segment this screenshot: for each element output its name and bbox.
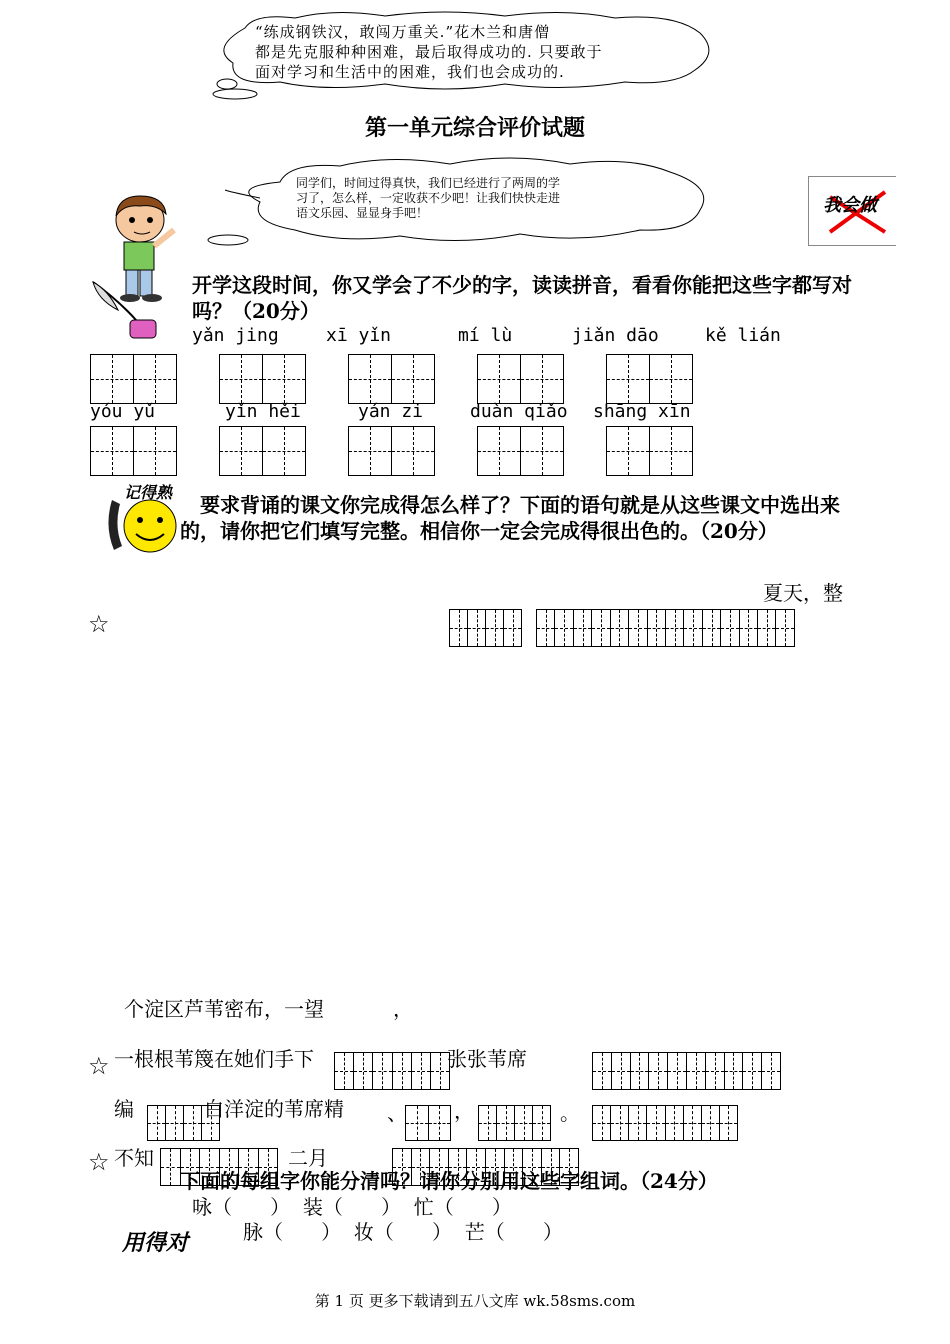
- pinyin-2-1: yóu yǔ: [90, 401, 156, 422]
- section2-prompt: 要求背诵的课文你完成得怎么样了？下面的语句就是从这些课文中选出来的，请你把它们填写完整。相信你一定会完成得很出色的。（20分）: [180, 493, 840, 543]
- badge-box: [808, 176, 896, 246]
- top-cloud-text: “练成钢铁汉，敢闯万重关.”花木兰和唐僧 都是先克服种种困难，最后取得成功的. 只要敢于 面对学习和生活中的困难，我们也会成功的.: [255, 23, 603, 81]
- answer-grid[interactable]: [392, 1148, 579, 1186]
- answer-grid[interactable]: [90, 354, 177, 404]
- pinyin-1-1: yǎn jing: [192, 325, 279, 346]
- section2-tag: 记得熟: [124, 483, 173, 502]
- pinyin-2-4: duàn qiǎo: [470, 401, 568, 422]
- answer-grid[interactable]: [334, 1052, 450, 1090]
- answer-grid[interactable]: [606, 426, 693, 476]
- answer-grid[interactable]: [219, 426, 306, 476]
- pinyin-1-4: jiǎn dāo: [572, 325, 659, 346]
- section3-tag: 用得对: [122, 1230, 189, 1256]
- answer-grid[interactable]: [90, 426, 177, 476]
- answer-grid[interactable]: [348, 426, 435, 476]
- page-title: 第一单元综合评价试题: [364, 115, 585, 141]
- line-e-2: 二月: [288, 1146, 328, 1170]
- answer-grid[interactable]: [405, 1105, 451, 1141]
- answer-grid[interactable]: [348, 354, 435, 404]
- section3-row1: 咏（ ） 装（ ） 忙（ ）: [192, 1195, 512, 1219]
- pinyin-1-3: mí lù: [458, 325, 513, 346]
- answer-grid[interactable]: [477, 354, 564, 404]
- line-b-comma: ，: [393, 997, 413, 1021]
- answer-grid[interactable]: [449, 609, 522, 647]
- line-c-2: 张张苇席: [447, 1047, 527, 1071]
- page-footer: 第 1 页 更多下载请到五八文库 wk.58sms.com: [314, 1292, 636, 1310]
- mid-cloud-text: 同学们，时间过得真快，我们已经进行了两周的学 习了，怎么样，一定收获不少吧！让我们快快走进 语文乐园、显显身手吧！: [296, 176, 561, 220]
- answer-grid[interactable]: [592, 1105, 738, 1141]
- line-d-4: ，: [454, 1099, 474, 1123]
- pinyin-2-5: shāng xīn: [593, 401, 691, 422]
- answer-grid[interactable]: [536, 609, 795, 647]
- star-icon: ☆: [88, 1148, 110, 1176]
- answer-grid[interactable]: [477, 426, 564, 476]
- line-c: 一根根苇篾在她们手下: [114, 1047, 314, 1071]
- section3-prompt: 下面的每组字你能分清吗？请你分别用这些字组词。（24分）: [180, 1169, 718, 1193]
- line-e: 不知: [114, 1146, 154, 1170]
- answer-grid[interactable]: [606, 354, 693, 404]
- pinyin-1-5: kě lián: [705, 325, 781, 346]
- star-icon: ☆: [88, 610, 110, 638]
- line-d-5: 。: [560, 1101, 580, 1125]
- answer-grid[interactable]: [592, 1052, 781, 1090]
- section3-row2: 脉（ ） 妆（ ） 芒（ ）: [243, 1220, 563, 1244]
- quill-ink-icon: [88, 280, 168, 342]
- pinyin-2-2: yǐn hěi: [225, 401, 301, 422]
- line-d-2: 白洋淀的苇席精: [204, 1097, 344, 1121]
- line-a: 夏天，整: [763, 581, 843, 605]
- pinyin-1-2: xī yǐn: [326, 325, 392, 346]
- badge-label: 我会做: [823, 195, 877, 216]
- line-b: 个淀区芦苇密布，一望: [124, 997, 324, 1021]
- answer-grid[interactable]: [219, 354, 306, 404]
- section1-prompt: 开学这段时间，你又学会了不少的字，读读拼音，看看你能把这些字都写对吗？（20分）: [192, 273, 852, 323]
- line-d-3: 、: [387, 1101, 407, 1125]
- star-icon: ☆: [88, 1052, 110, 1080]
- pinyin-2-3: yán zi: [358, 401, 424, 422]
- answer-grid[interactable]: [478, 1105, 551, 1141]
- answer-grid[interactable]: [160, 1148, 278, 1186]
- line-d: 编: [114, 1097, 134, 1121]
